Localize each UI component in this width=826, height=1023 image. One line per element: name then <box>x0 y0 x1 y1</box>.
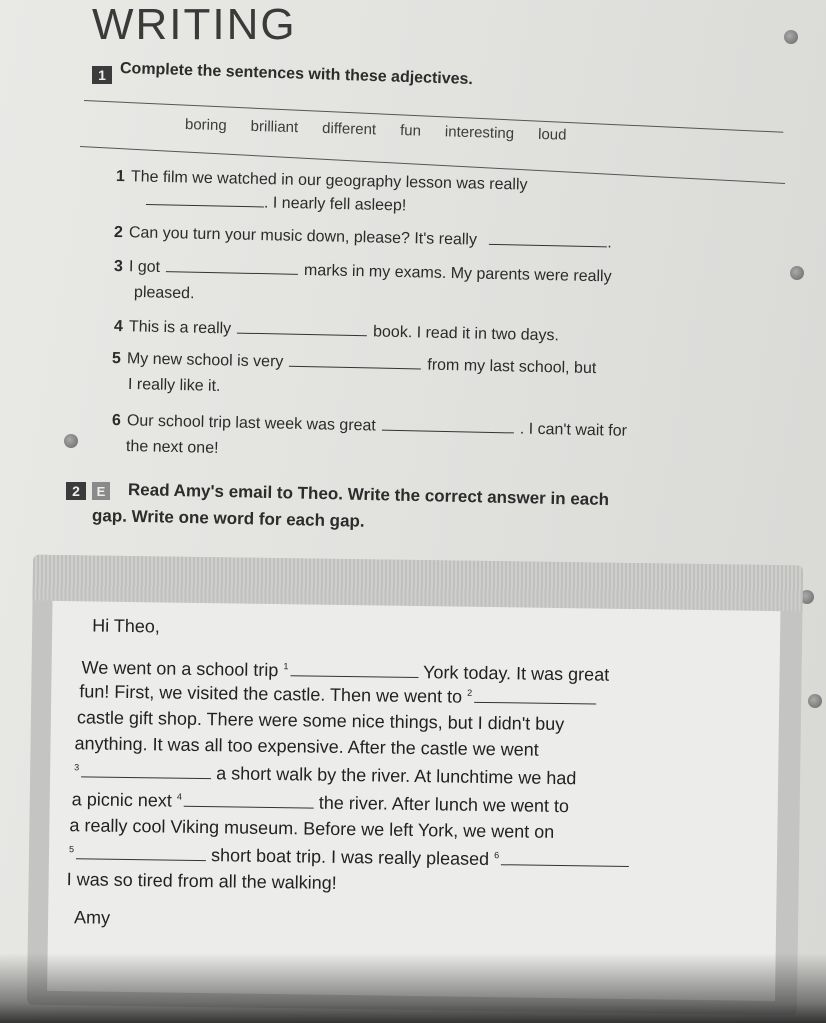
email-line <box>74 761 576 789</box>
sentence-number: 2 <box>113 224 124 242</box>
gap-number: 5 <box>69 844 75 855</box>
answer-gap[interactable] <box>76 846 206 861</box>
sentence-text: Our school trip last week was great <box>126 412 377 435</box>
email-line: castle gift shop. There were some nice things, but I didn't buy <box>76 707 565 735</box>
sentence-5-line2 <box>128 374 221 398</box>
sentence-4 <box>114 316 559 347</box>
answer-gap[interactable] <box>474 690 596 705</box>
sentence-text: . I nearly fell asleep! <box>263 194 407 215</box>
gap-number: 4 <box>176 791 182 802</box>
punch-hole-icon <box>64 434 78 448</box>
email-text: fun! First, we visited the castle. Then we went to <box>79 681 463 707</box>
sentence-text: . I can't wait for <box>519 420 628 440</box>
exercise-number: 1 <box>92 66 112 84</box>
sentence-number: 6 <box>111 412 122 430</box>
sentence-text: The film we watched in our geography lesson was really <box>130 168 528 194</box>
exercise-instruction: Read Amy's email to Theo. Write the correct answer in each <box>127 480 610 510</box>
sentence-text: pleased. <box>133 284 195 303</box>
punch-hole-icon <box>790 266 804 280</box>
sentence-text: the next one! <box>125 438 219 457</box>
email-line: I was so tired from all the walking! <box>66 869 337 893</box>
email-line <box>79 681 596 709</box>
word-bank-item: loud <box>537 125 567 144</box>
sentence-text: book. I read it in two days. <box>372 323 560 345</box>
answer-gap[interactable] <box>237 321 367 337</box>
page-edge-shadow <box>0 953 826 1023</box>
punch-hole-icon <box>784 30 798 44</box>
word-bank-item: boring <box>184 116 227 135</box>
sentence-number: 3 <box>113 258 124 276</box>
answer-gap[interactable] <box>289 354 421 370</box>
email-body <box>47 601 780 1001</box>
word-bank-item: fun <box>399 122 422 140</box>
sentence-1-line2[interactable] <box>146 190 407 217</box>
email-text: the river. After lunch we went to <box>318 792 570 817</box>
page-title: WRITING <box>92 0 297 49</box>
exercise-instruction: Complete the sentences with these adjectives. <box>119 60 474 89</box>
email-line: a really cool Viking museum. Before we left York, we went on <box>69 815 555 842</box>
sentence-2 <box>114 222 612 254</box>
sentence-text: . <box>607 234 613 252</box>
email-greeting: Hi Theo, <box>92 615 161 637</box>
email-text: short boat trip. I was really pleased <box>210 845 490 870</box>
sentence-6-line2 <box>126 436 219 460</box>
word-bank-item: brilliant <box>250 117 299 137</box>
gap-number: 6 <box>494 850 500 861</box>
email-line <box>69 843 629 872</box>
sentence-text: I got <box>128 258 161 276</box>
email-signoff: Amy <box>73 907 111 928</box>
email-window <box>27 555 803 1016</box>
exercise-number: 2 <box>66 482 86 500</box>
answer-gap[interactable] <box>81 764 211 779</box>
punch-hole-icon <box>808 694 822 708</box>
sentence-text: I really like it. <box>127 376 221 395</box>
answer-gap[interactable] <box>489 232 607 247</box>
word-bank-item: interesting <box>444 123 515 143</box>
sentence-text: Can you turn your music down, please? It's really <box>128 224 478 249</box>
sentence-number: 4 <box>113 318 124 336</box>
answer-gap[interactable] <box>184 794 314 809</box>
sentence-text: This is a really <box>128 318 232 338</box>
answer-gap[interactable] <box>501 852 629 867</box>
gap-number: 3 <box>74 762 80 773</box>
email-text: a picnic next <box>71 789 172 811</box>
email-text: a short walk by the river. At lunchtime we had <box>216 763 577 789</box>
email-line: anything. It was all too expensive. After the castle we went <box>74 733 539 760</box>
email-text: York today. It was great <box>422 662 610 685</box>
gap-number: 1 <box>283 661 289 672</box>
email-line <box>81 657 609 685</box>
sentence-text: marks in my exams. My parents were really <box>303 261 612 286</box>
exam-icon: E <box>92 482 110 500</box>
answer-gap[interactable] <box>166 259 298 275</box>
sentence-3-line2 <box>134 282 195 305</box>
sentence-number: 5 <box>111 350 122 368</box>
email-text: We went on a school trip <box>81 657 279 681</box>
answer-gap[interactable] <box>146 192 264 207</box>
answer-gap[interactable] <box>382 418 514 434</box>
sentence-number: 1 <box>115 168 126 186</box>
sentence-text: My new school is very <box>126 350 284 371</box>
word-bank-item: different <box>321 119 377 139</box>
gap-number: 2 <box>467 687 473 698</box>
answer-gap[interactable] <box>290 663 418 678</box>
email-line <box>72 789 569 817</box>
exercise-instruction-line2: gap. Write one word for each gap. <box>91 506 365 531</box>
sentence-text: from my last school, but <box>427 356 597 378</box>
